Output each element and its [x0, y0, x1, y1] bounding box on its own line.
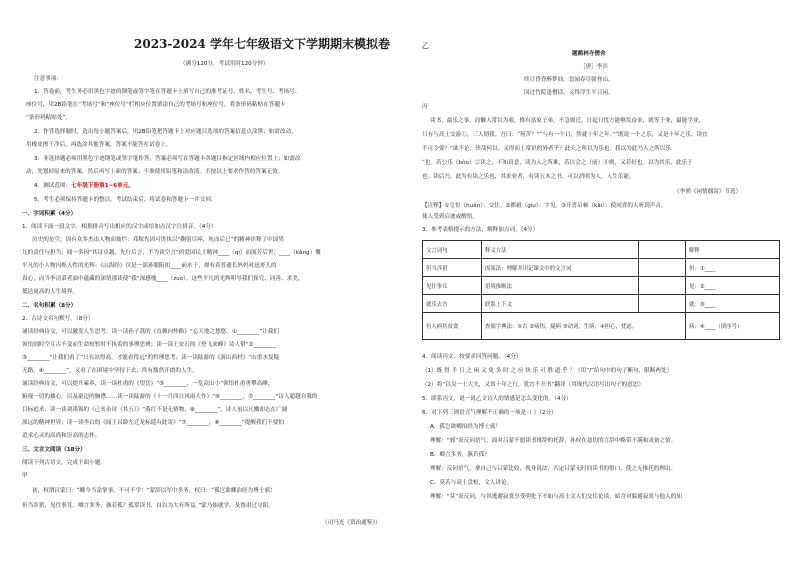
option: C．莫若与高士盘桓，文人讲论。 [430, 480, 513, 486]
question-5: 5．联系丙文，说一说乙文诗人的情感是怎么变化的。（4分） [422, 396, 572, 402]
notice-line: 3．非选择题必须用黑色字迹钢笔或签字笔作答，答案必须写在答题卡各题目指定区域内相应位置上；如需改 [34, 156, 301, 162]
passage-line: 俯视一切的雄心，以及豪迈的胸襟……读一读陆游的《十一月四日风雨大作》“⑥________，⑦________”诗人超越自我的 [22, 394, 318, 400]
section-heading: 二、名句积累（8分） [22, 303, 77, 309]
table-cell [639, 259, 686, 277]
reference-table [422, 240, 780, 340]
table-cell [639, 277, 686, 295]
passage-line: 历史的星空，因有众多杰出人物而灿烂：邓稼先因可贵执以“鞠躬尽瘁，死而后已”的精神诠释了中国男 [32, 237, 284, 243]
passage-line: 诵读经典诗文，可以提升素养，读一读杜甫的《望岳》“⑤________，一览众山小”领悟杜甫勇攀高峰、 [22, 381, 274, 387]
page-title: 2023-2024 学年七年级语文下学期期末模拟卷 [134, 37, 390, 51]
passage-line: 平凡的小人物闪烁人性的光辉：《山海经》仅是一部孙眼阳扣____前水于，却有着普通长妈妈对迅哥儿的 [22, 263, 277, 269]
option: B．卿言多务，孰若孤？ [430, 452, 490, 458]
label-bing: 丙 [422, 104, 428, 110]
passage-line: 深远的精神世界；读一读李白的《闻王昌龄左迁龙标遥有此寄》“⑦________，⑧________”提醒我们不要怕 [22, 420, 284, 426]
question-6: 6．对下列三则语言气理解不正确的一项是（ ）（2分） [422, 410, 557, 416]
question-3: 3．参考表格提示的方法，解释加点词。（4分） [422, 227, 539, 233]
passage-line: 追求心灵的高尚和崇高的志怀。 [22, 433, 101, 439]
table-cell: 见往事耳 [423, 277, 482, 295]
notice-heading: 注意事项： [34, 76, 62, 82]
notice-item-4 [34, 182, 134, 190]
table-cell: 联系上下文 [482, 295, 639, 313]
table-cell: 见：②____ [686, 277, 780, 295]
table-header-row [423, 241, 780, 259]
passage-line: 诵读经典诗文，可以激发人生思考。读一读孙子荔的《直赖向仲路》“忘天地之悠悠，①________”让我们 [22, 329, 279, 335]
option-explanation: 理解：反问语气，拿自己与吕蒙比较，现身说法，否定吕蒙无时间读书的借口，使之无推托的理由。 [430, 466, 677, 472]
passage-line: 目标追求；读一读刘禹锡的《己亥杂诗（其五）》“落红不是无情物，⑧________”，诗人虽以凡嫩却志在广阔 [22, 407, 288, 413]
table-cell: 语境推断法 [482, 277, 639, 295]
table-cell: 就乐去吾 [423, 295, 482, 313]
table-header: 解释 [686, 241, 780, 259]
passage-line: “也。若公乐（hòu）②读之，不知真意，读为人之所难，若以会之（前）⑧则，又若好也。以为其乐，此乐于 [422, 160, 693, 166]
test-range: 七年级下册第1~6单元。 [71, 183, 134, 189]
poem-line: 因过竹院逢僧话，又得浮生半日闲。 [524, 90, 614, 96]
section-heading: 三、文言文阅读（18分） [22, 447, 86, 453]
table-header: 释义方法 [482, 241, 639, 259]
passage-line: 真心，而当李清菜者油中蕴藏的深情那读使“我”深感愧____（zuò）。这些平凡的光辉叩导我们探究、同善、求美， [22, 276, 304, 282]
table-row [423, 313, 780, 340]
poem-title: 题鹤林寺僧舍 [572, 51, 606, 57]
notice-item-4-prefix: 4．测试范围： [34, 183, 72, 189]
question-4: 4．阅读丙文，按要求回答问题。（4分） [422, 354, 522, 360]
passage-line: 领悟到时空互古不变而生命短暂时不执着的事理思辨；读一读王安石的《登飞来峰》诗人借“②________ [22, 342, 277, 348]
notice-line: 2．作答选择题时，选出每小题答案后，用2B铅笔把答题卡上对应题目选项的答案信息点涂黑；如需改动， [34, 129, 297, 135]
left-column [22, 0, 394, 562]
passage-line: 无路，④________”，又看了在困境中坚持下去，终有豁然开朗的人生。 [22, 368, 198, 374]
right-column [420, 0, 782, 562]
table-header: 文言词句 [423, 241, 482, 259]
passage-line: 儿的责任与担当；闻一多因“其诗卓越，先行后言，不为谈空言”的爱国民主精神____（qi）而流芳后世；____（kǎng）慨 [22, 250, 321, 256]
question-4-1: （1）既 得 半 日 之 闲 又 免 多 时 之 应 快 乐 可 胜 道 乎 ？（用“/”给句中的句子断句，限断两处） [422, 368, 673, 374]
passage-line: 读书，最乐之事。而懒人常以为艰。惟有富家子弟，不急则迁，日起日忧方能够发奋求，就等于业，最能学业， [430, 118, 705, 124]
annotation-note: 【注释】①皇恒（huán）：交往。②都毅（gìu）：宇见。③开喜启顿（kāi）：使同喜的人听到声音， [422, 203, 667, 209]
notice-line: 1．答卷前，考生务必用黑色字迹的钢笔或签字笔在答题卡上填写自己的准考证号、姓名、考生号、考场号、 [34, 89, 301, 95]
section-heading: 一、字词积累（4分） [22, 211, 77, 217]
notice-line: 座位号，用2B铅笔在“考场号”和“座位号”栏相应位置填涂自己的考场号和座位号，将条形码粘贴在答题卡 [26, 102, 286, 108]
passage-line: 只有与高士交游①，三人谓我。吾曰：“何苦？”“与有一个日，然就十年之年。”“既说一个之乐，又是十年之乐。读宜 [422, 132, 708, 138]
table-cell: 病：④____（填序号） [686, 313, 780, 340]
label-yi: 乙 [422, 42, 429, 50]
question-1: 1．阅读下面一段文字，根据拼音写出相应的汉字或给加点汉字注拼音。（4分） [22, 224, 217, 230]
poem-line: 终日昏昏醉梦间，忽闻春尽强登山。 [524, 77, 614, 83]
table-row [423, 277, 780, 295]
reading-intro: 阅读下列古诗文，完成下面小题。 [22, 460, 106, 466]
label-jia: 甲 [22, 473, 28, 479]
table-cell: 查阅字典法：①古 ②病伤，疑病 ③动词，生病；④担心，忧虑。 [482, 313, 686, 340]
option: A．孤岂欲卿治经为博士邪！ [430, 424, 501, 430]
option-explanation: 理解：“邪”表反问语气，面对吕蒙不愿读书推辞的托辞，孙权在恳切的言辞中略带不满和责备之情。 [430, 438, 677, 444]
table-cell: 但：①____ [686, 259, 780, 277]
table-row [423, 259, 780, 277]
poem-author: ［唐］李涉 [580, 64, 608, 70]
notice-line: 动，先划掉原来的答案，然后再写上新的答案；不准使用铅笔和涂改液。不按以上要求作答的答案无效。 [26, 169, 284, 175]
page-subtitle: （满分120分，考试用时120分钟） [180, 61, 269, 67]
table-cell: 因果法：理解并识记课文中的文言词 [482, 259, 639, 277]
table-cell [639, 295, 686, 313]
question-4-2: （2）将“以吴一士大夫，又省十年之行，犹宜不开书”翻译（用现代汉语写出句子的意思） [422, 382, 644, 388]
table-header [639, 241, 686, 259]
source-citation: （李渔《闲情偶寄》节选） [674, 189, 742, 195]
passage-line: 不可令要？”欲不论，快哉何以。又得而士常识的外者乎？此天之所以为乐也。我以为此乃人之所以乐 [422, 146, 671, 152]
notice-line: 用橡皮擦干净后，再选涂其他答案，答案不能答在试卷上。 [26, 142, 172, 148]
table-cell: 但当涉猎 [423, 259, 482, 277]
passage-line: 初，权谓吕蒙曰：“卿今当涂掌事，不可不学！”蒙辞以军中多务。权曰：“孤岂欲卿治经为博士邪！ [32, 488, 276, 494]
passage-line: 也。读后乃，此为有读之乐也，其求业者，有读五本之书，可以消明为人，人生乐能。 [422, 174, 635, 180]
notice-line: “条形码粘贴处”。 [26, 115, 71, 121]
option-explanation: 理解：“莫”表反问，与其逃避寂寞享受明化下不如与高士文人们交往论谈，暗含对躲避寂寞与他人的知 [430, 494, 682, 500]
passage-line: ③________”让我们看了“只有站得高，才能看得远”的哲理思考；读一读陆游的《游山西村》“山重水复疑 [22, 355, 280, 361]
annotation-note: 使人受到启迪或醒悟。 [422, 214, 478, 220]
notice-line: 5．考生必须保持答题卡的整洁。考试结束后，将试卷和答题卡一并交回。 [34, 197, 217, 203]
table-cell: 有人病其贫寞 [423, 313, 482, 340]
table-cell: 就：③____ [686, 295, 780, 313]
source-citation: （司马光《资治通鉴》） [322, 520, 381, 526]
question-2: 2．古诗文名句默写。（8分） [22, 316, 94, 322]
passage-line: 抵达更高的人生境界。 [22, 289, 78, 295]
passage-line: 但当涉猎，见往事耳。卿言多务，孰若孤？孤常读书，自以为大有所益。”蒙乃始就学。及鲁肃过寻阳， [22, 503, 274, 509]
table-row [423, 295, 780, 313]
